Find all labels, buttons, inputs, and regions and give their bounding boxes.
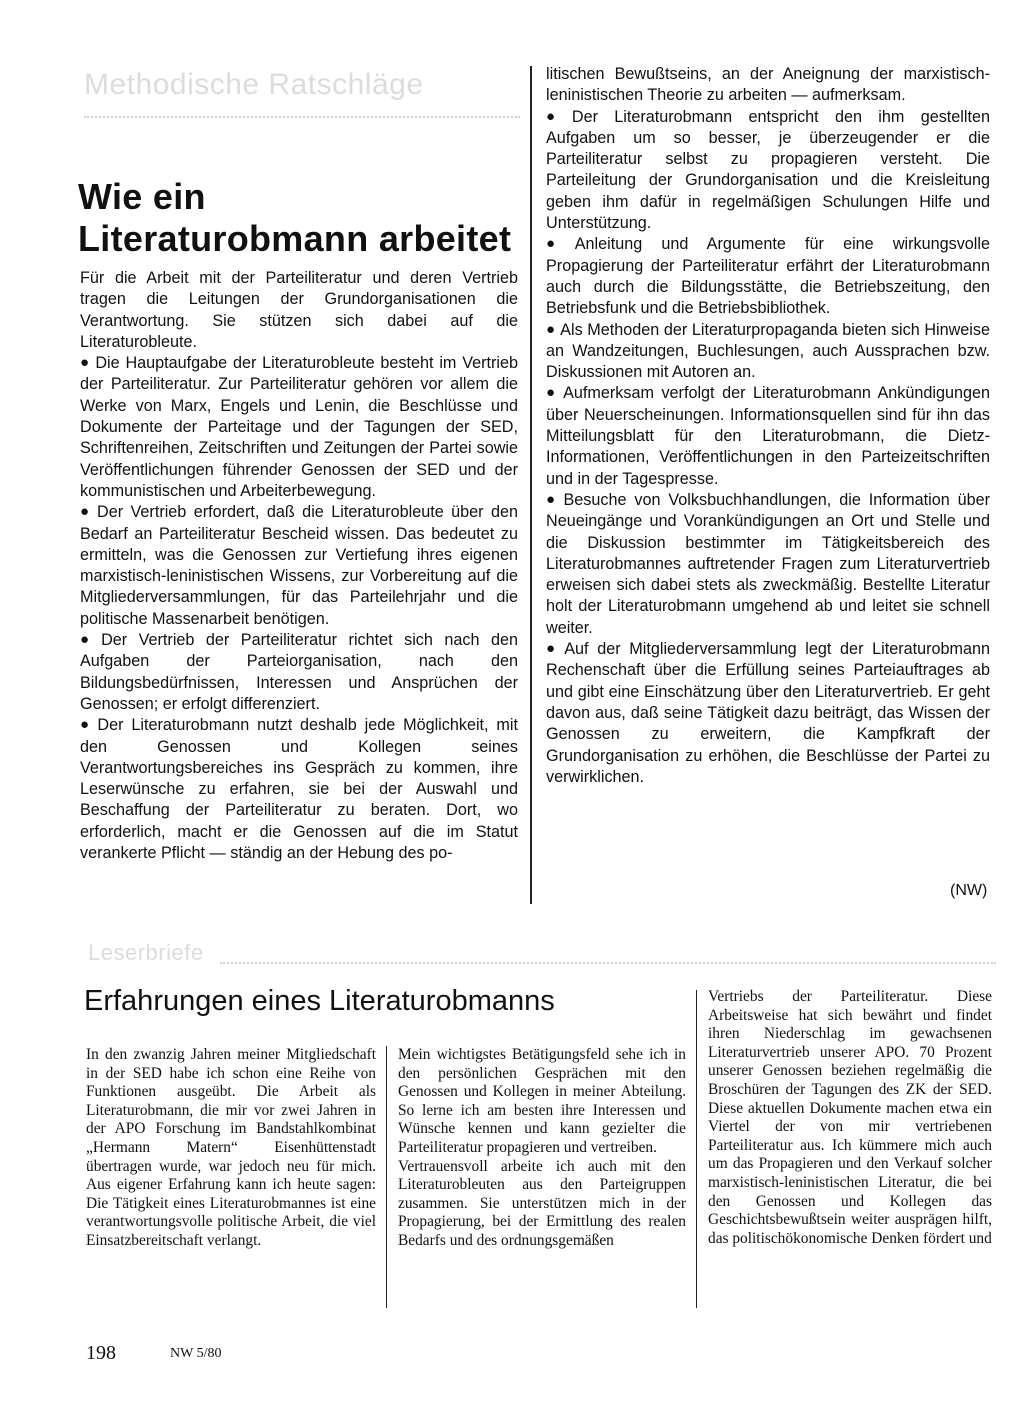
paragraph: ● Der Vertrieb erfordert, daß die Literaturobleute über den Bedarf an Parteiliteratur Bescheid wissen. Das bedeutet zu ermitteln, was die Genossen zur Vertiefung ihres eigenen marxistisch-leninistischen Wissens, zur Vorbereitung auf die Mitgliederversammlungen, für das Parteilehrjahr und die politische Massenarbeit benötigen. — [80, 503, 518, 628]
article-headline — [78, 176, 528, 260]
headline-line-2: Literaturobmann arbeitet — [78, 218, 512, 259]
paragraph: Vertriebs der Parteiliteratur. Diese Arbeitsweise hat sich bewährt und findet ihren Niederschlag im gewachsenen Literaturvertrieb unserer APO. 70 Prozent unserer Genossen beziehen regelmäßig die Broschüren der Tagungen des ZK der SED. Diese aktuellen Dokumente machen etwa ein Viertel der von mir vertriebenen Parteiliteratur aus. Ich kümmere mich auch um das Propagieren und den Verkauf solcher marxistisch-leninistischen Literatur, die bei den Genossen und Kollegen das Geschichtsbewußtsein weiter ausprägen hilft, das politischökonomische Denken fördert und — [708, 988, 992, 1247]
headline-line-1: Wie ein — [78, 176, 206, 217]
section-kicker-leserbriefe: Leserbriefe — [88, 940, 204, 965]
letter-column-1 — [86, 1046, 376, 1251]
paragraph: ● Aufmerksam verfolgt der Literaturobmann Ankündigungen über Neuerscheinungen. Informationsquellen sind für ihn das Mitteilungsblatt für den Literaturobmann, die Dietz-Informationen, Veröffentlichungen in den Parteizeitschriften und in der Tagespresse. — [546, 384, 991, 488]
letter-column-2 — [398, 1046, 686, 1251]
bullet-icon: ● — [80, 354, 91, 372]
paragraph: ● Als Methoden der Literaturpropaganda bieten sich Hinweise an Wandzeitungen, Buchlesungen, auch Aussprachen bzw. Diskussionen mit Autoren an. — [546, 320, 991, 382]
bullet-icon: ● — [546, 107, 567, 125]
page-number: 198 — [86, 1342, 116, 1364]
paragraph: Vertrauensvoll arbeite ich auch mit den Literaturobleuten aus den Parteigruppen zusammen. Sie unterstützen mich in der Propagierung, bei der Ermittlung des realen Bedarfs und des ordnungsgemäßen — [398, 1157, 686, 1249]
column-divider — [696, 990, 697, 1308]
paragraph: Mein wichtigstes Betätigungsfeld sehe ich in den persönlichen Gesprächen mit den Genossen und Kollegen in meiner Abteilung. So lerne ich am besten ihre Interessen und Wünsche kennen und kann gezielter die Parteiliteratur propagieren und vertreiben. — [398, 1046, 686, 1156]
bullet-icon: ● — [546, 235, 570, 253]
letter-column-3 — [708, 988, 992, 1248]
column-divider — [530, 66, 532, 904]
paragraph: Für die Arbeit mit der Parteiliteratur und deren Vertrieb tragen die Leitungen der Grundorganisationen die Verantwortung. Sie stützen sich dabei auf die Literaturobleute. — [80, 269, 518, 351]
section-kicker-methodische-ratschlaege: Methodische Ratschläge — [84, 68, 424, 101]
paragraph: ● Anleitung und Argumente für eine wirkungsvolle Propagierung der Parteiliteratur erfährt der Literaturobmann auch durch die Bildungsstätte, die Betriebszeitung, den Betriebsfunk und die Betriebsbibliothek. — [546, 235, 990, 318]
paragraph: litischen Bewußtseins, an der Aneignung der marxistisch-leninistischen Theorie zu arbeiten — aufmerksam. — [546, 65, 990, 105]
paragraph: ● Der Literaturobmann entspricht den ihm gestellten Aufgaben um so besser, je überzeugender er die Parteiliteratur selbst zu propagieren versteht. Die Parteileitung der Grundorganisation und die Kreisleitung geben ihm dafür in regelmäßigen Schulungen Hilfe und Unterstützung. — [546, 107, 990, 233]
bullet-icon: ● — [546, 320, 556, 338]
bullet-icon: ● — [80, 503, 92, 521]
issue-label: NW 5/80 — [170, 1346, 222, 1361]
kicker-dotted-rule — [220, 962, 996, 964]
paragraph: ● Auf der Mitgliederversammlung legt der Literaturobmann Rechenschaft über die Erfüllung seines Parteiauftrages ab und gibt eine Einschätzung über den Literaturvertrieb. Er geht davon aus, daß seine Tätigkeit dazu beiträgt, das Wissen der Genossen zu erweitern, die Kampfkraft der Grundorganisation zu erhöhen, die Beschlüsse der Partei zu verwirklichen. — [546, 640, 991, 786]
paragraph: ● Der Literaturobmann nutzt deshalb jede Möglichkeit, mit den Genossen und Kollegen seines Verantwortungsbereiches ins Gespräch zu kommen, ihre Leserwünsche zu erfahren, sie bei der Auswahl und Beschaffung der Parteiliteratur zu beraten. Dort, wo erforderlich, macht er die Genossen auf die im Statut verankerte Pflicht — ständig an der Hebung des po- — [80, 716, 518, 863]
article-column-right — [546, 64, 990, 788]
bullet-icon: ● — [546, 640, 560, 658]
bullet-icon: ● — [546, 384, 559, 402]
paragraph: ● Die Hauptaufgabe der Literaturobleute besteht im Vertrieb der Parteiliteratur. Zur Parteiliteratur gehören vor allem die Werke von Marx, Engels und Lenin, die Beschlüsse und Dokumente der Parteitage und der Tagungen der SED, Schriftenreihen, Zeitschriften und Zeitungen der Partei sowie Veröffentlichungen führender Genossen der SED und der kommunistischen und Arbeiterbewegung. — [80, 354, 518, 500]
author-signature: (NW) — [950, 882, 988, 899]
paragraph: In den zwanzig Jahren meiner Mitgliedschaft in der SED habe ich schon eine Reihe von Funktionen ausgeübt. Die Arbeit als Literaturobmann, die mir vor zwei Jahren in der APO Forschung im Bandstahlkombinat „Hermann Matern“ Eisenhüttenstadt übertragen wurde, war jedoch neu für mich. Aus eigener Erfahrung kann ich heute sagen: Die Tätigkeit eines Literaturobmannes ist eine verantwortungsvolle politische Arbeit, die viel Einsatzbereitschaft verlangt. — [86, 1046, 376, 1249]
bullet-icon: ● — [80, 631, 97, 649]
paragraph: ● Der Vertrieb der Parteiliteratur richtet sich nach den Aufgaben der Parteiorganisation, nach den Bildungsbedürfnissen, Interessen und Ansprüchen der Genossen; er erfolgt differenziert. — [80, 631, 518, 713]
column-divider — [386, 1046, 387, 1308]
bullet-icon: ● — [546, 490, 559, 508]
kicker-dotted-rule — [84, 116, 520, 118]
bullet-icon: ● — [80, 716, 93, 734]
article-column-left — [80, 268, 518, 864]
paragraph: ● Besuche von Volksbuchhandlungen, die Information über Neueingänge und Vorankündigungen an Ort und Stelle und die Diskussion bestimmter im Tätigkeitsbereich des Literaturobmannes auftretender Fragen zum Literaturvertrieb erweisen sich dabei stets als zweckmäßig. Bestellte Literatur holt der Literaturobmann umgehend ab und leitet sie schnell weiter. — [546, 490, 991, 637]
letter-headline: Erfahrungen eines Literaturobmanns — [84, 985, 555, 1017]
